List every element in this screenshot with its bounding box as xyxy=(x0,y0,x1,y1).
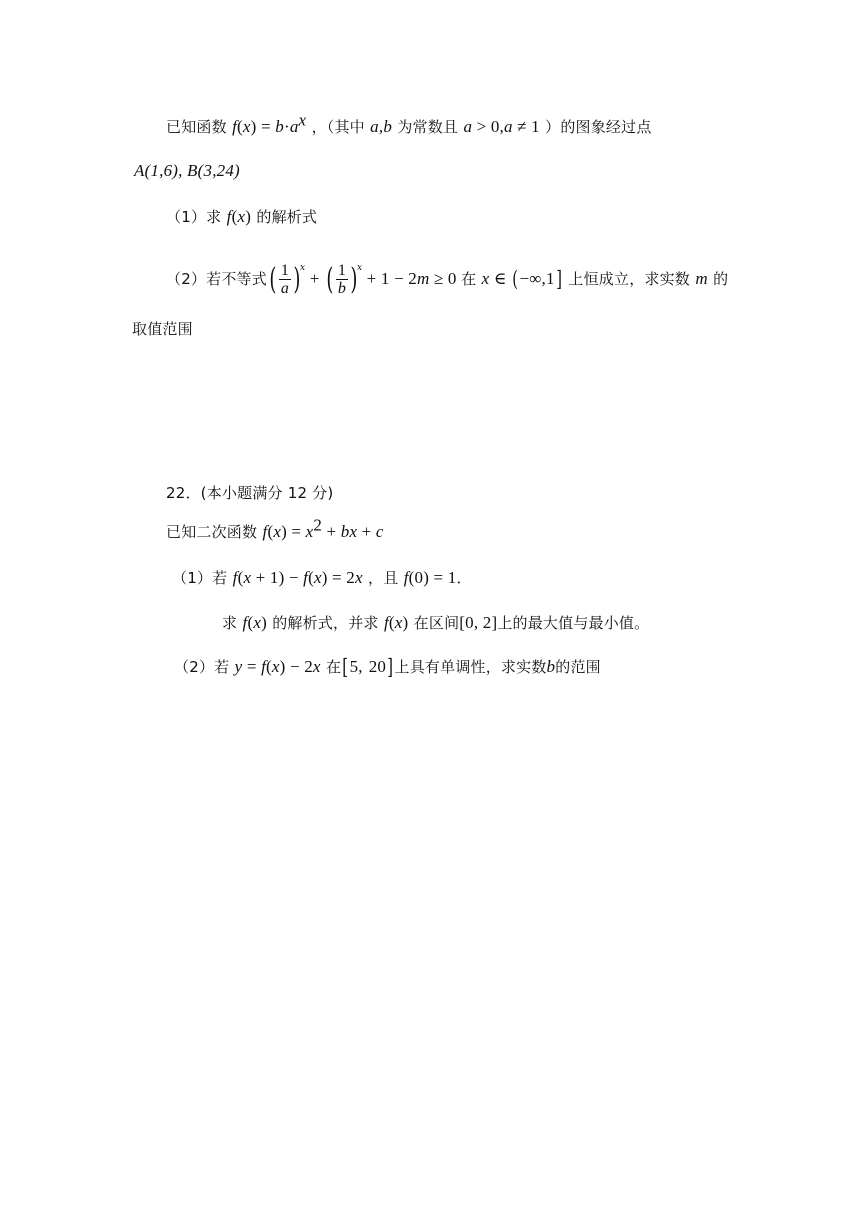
q21-line-2: A(1,6), B(3,24) xyxy=(134,161,240,180)
q22-part-1-continued: 求 f(x) 的解析式，并求 f(x) 在区间[0, 2]上的最大值与最小值。 xyxy=(222,613,650,632)
q22-intro: 已知二次函数 $f(x) = x^2$ + bx + c xyxy=(166,515,384,541)
q21-line-1: 已知函数 $f(x) = b\cdot a^x$ ，（其中 a,b 为常数且 a > 0,a ≠ 1 ）的图象经过点 xyxy=(166,110,652,136)
q22-part-1: （1）若 f(x + 1) − f(x) = 2x ，且 f(0) = 1． xyxy=(172,568,472,587)
q21-part-2: （2）若不等式( $\frac{1}{a}$ )x + ( $\frac{1}{b}$ )x + 1 − 2m ≥ 0 在 x ∈ (−∞,1] 上恒成立，求实数 m 的 xyxy=(166,261,729,297)
q21-part-1: （1）求 f(x) 的解析式 xyxy=(166,207,318,226)
q22-part-2: （2）若 y = f(x) − 2x 在[5, 20]上具有单调性，求实数b的范围 xyxy=(174,655,601,679)
q22-header: 22．(本小题满分 12 分) xyxy=(166,484,334,502)
q21-part-2-continued: 取值范围 xyxy=(132,320,193,338)
